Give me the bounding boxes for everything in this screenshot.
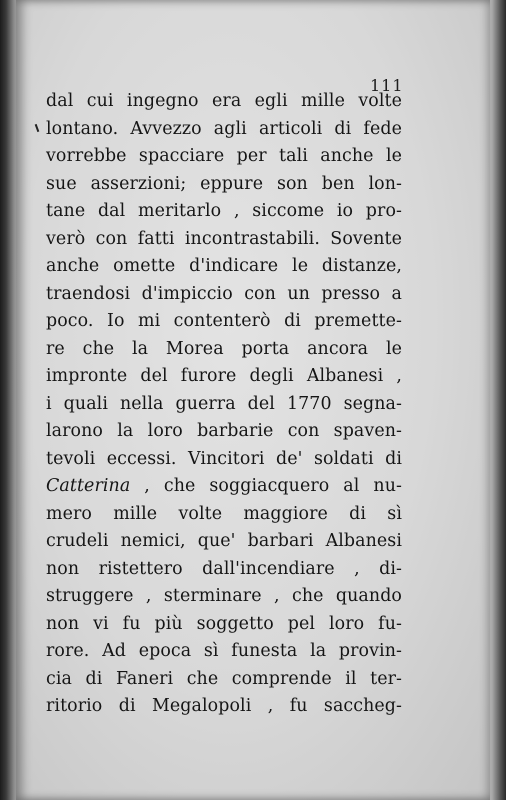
italic-name: Catterina: [46, 476, 131, 496]
text-line: tane dal meritarlo , siccome io pro-: [46, 201, 402, 221]
text-line: crudeli nemici, que' barbari Albanesi: [46, 531, 402, 551]
text-line: lontano. Avvezzo agli articoli di fede: [46, 118, 402, 139]
text-line: poco. Io mi contenterò di premette-: [46, 311, 402, 331]
text-line: non ristettero dall'incendiare , di-: [46, 558, 402, 579]
ink-mark: [35, 124, 40, 132]
text-line: non vi fu più soggetto pel loro fu-: [46, 613, 402, 634]
page-paper: [16, 0, 490, 800]
text-line: cia di Faneri che comprende il ter-: [46, 668, 402, 689]
text-line: tevoli eccessi. Vincitori de' soldati di: [46, 448, 402, 469]
text-line: re che la Morea porta ancora le: [46, 338, 402, 359]
text-line: struggere , sterminare , che quando: [46, 586, 402, 606]
text-line: rore. Ad epoca sì funesta la provin-: [46, 641, 402, 661]
body-text: [46, 88, 402, 721]
text-line: dal cui ingegno era egli mille volte: [46, 91, 402, 111]
text-line: [46, 473, 402, 501]
text-line: i quali nella guerra del 1770 segna-: [46, 393, 402, 414]
text-line: vorrebbe spacciare per tali anche le: [46, 146, 402, 166]
text-line: traendosi d'impiccio con un presso a: [46, 283, 402, 304]
text-line-rest: , che soggiacquero al nu-: [130, 476, 402, 496]
text-line: mero mille volte maggiore di sì: [46, 503, 402, 524]
page-number: 111: [370, 76, 404, 95]
text-line: ritorio di Megalopoli , fu saccheg-: [46, 696, 402, 716]
text-line: impronte del furore degli Albanesi ,: [46, 366, 402, 386]
text-line: verò con fatti incontrastabili. Sovente: [46, 228, 402, 249]
text-line: anche omette d'indicare le distanze,: [46, 256, 402, 276]
text-line: sue asserzioni; eppure son ben lon-: [46, 173, 402, 194]
text-line: larono la loro barbarie con spaven-: [46, 421, 402, 441]
